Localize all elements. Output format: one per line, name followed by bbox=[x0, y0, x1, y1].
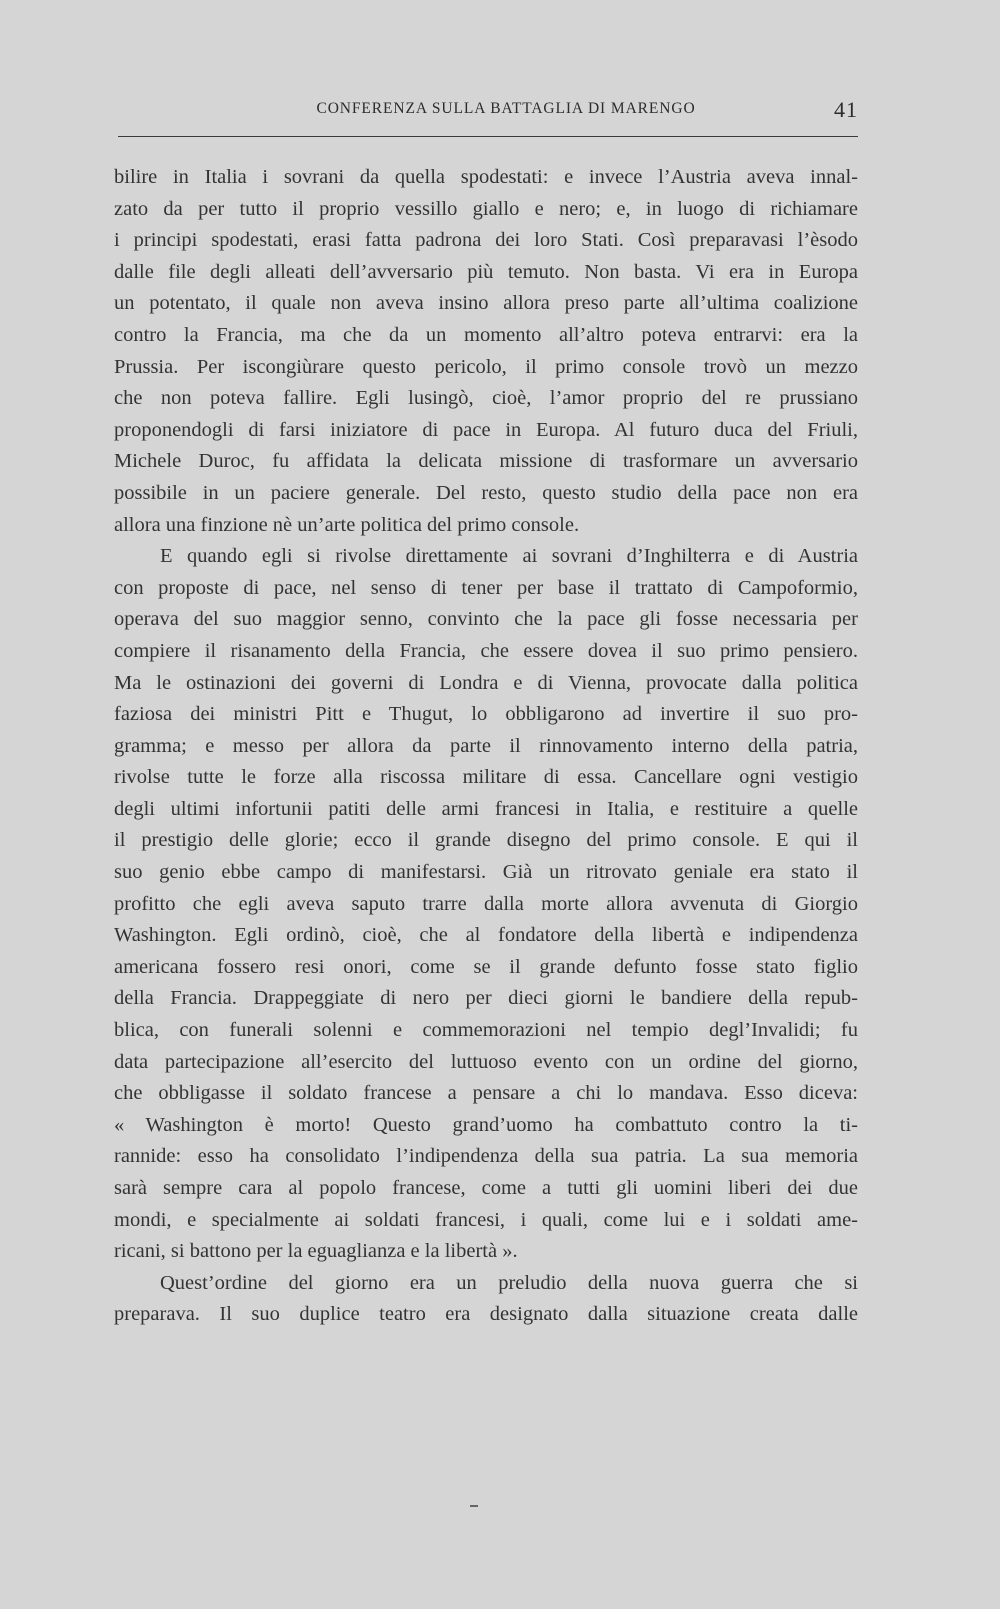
running-header bbox=[118, 97, 858, 127]
text-line: sarà sempre cara al popolo francese, come a tutti gli uomini liberi dei due bbox=[114, 1177, 858, 1199]
text-line: i principi spodestati, erasi fatta padrona dei loro Stati. Così preparavasi l’èsodo bbox=[114, 229, 858, 252]
text-line: Prussia. Per iscongiùrare questo pericolo, il primo console trovò un mezzo bbox=[114, 355, 858, 378]
text-line: con proposte di pace, nel senso di tener per base il trattato di Campoformio, bbox=[114, 576, 858, 599]
text-line: rivolse tutte le forze alla riscossa militare di essa. Cancellare ogni vestigio bbox=[114, 766, 858, 789]
text-line: proponendogli di farsi iniziatore di pace in Europa. Al futuro duca del Friuli, bbox=[114, 418, 858, 441]
text-line: americana fossero resi onori, come se il grande defunto fosse stato figlio bbox=[114, 955, 858, 978]
body-text bbox=[114, 162, 858, 1331]
header-rule bbox=[118, 136, 858, 137]
text-line: Michele Duroc, fu affidata la delicata missione di trasformare un avversario bbox=[114, 450, 858, 473]
print-blemish bbox=[470, 1505, 478, 1507]
text-line: gramma; e messo per allora da parte il rinnovamento interno della patria, bbox=[114, 734, 858, 757]
running-title: CONFERENZA SULLA BATTAGLIA DI MARENGO bbox=[316, 100, 696, 117]
text-line: data partecipazione all’esercito del luttuoso evento con un ordine del giorno, bbox=[114, 1050, 858, 1073]
page-number: 41 bbox=[834, 97, 858, 122]
text-line: « Washington è morto! Questo grand’uomo ha combattuto contro la ti- bbox=[114, 1113, 858, 1136]
text-line: E quando egli si rivolse direttamente ai sovrani d’Inghilterra e di Austria bbox=[160, 545, 858, 568]
text-line: bilire in Italia i sovrani da quella spodestati: e invece l’Austria aveva innal- bbox=[114, 166, 858, 188]
text-line: contro la Francia, ma che da un momento all’altro poteva entrarvi: era la bbox=[114, 323, 858, 346]
text-line: compiere il risanamento della Francia, che essere dovea il suo primo pensiero. bbox=[114, 639, 858, 662]
text-line: possibile in un paciere generale. Del resto, questo studio della pace non era bbox=[114, 481, 858, 504]
text-line: allora una finzione nè un’arte politica del primo console. bbox=[114, 513, 580, 536]
text-line: il prestigio delle glorie; ecco il grande disegno del primo console. E qui il bbox=[114, 829, 858, 852]
text-line: un potentato, il quale non aveva insino allora preso parte all’ultima coalizione bbox=[114, 292, 858, 315]
text-line: dalle file degli alleati dell’avversario più temuto. Non basta. Vi era in Europa bbox=[114, 260, 858, 283]
text-line: degli ultimi infortunii patiti delle armi francesi in Italia, e restituire a quelle bbox=[114, 797, 858, 820]
text-line: faziosa dei ministri Pitt e Thugut, lo obbligarono ad invertire il suo pro- bbox=[114, 703, 858, 726]
text-line: mondi, e specialmente ai soldati francesi, i quali, come lui e i soldati ame- bbox=[114, 1208, 858, 1231]
text-line: ricani, si battono per la eguaglianza e la libertà ». bbox=[114, 1240, 518, 1263]
text-line: preparava. Il suo duplice teatro era designato dalla situazione creata dalle bbox=[114, 1303, 858, 1326]
text-line: operava del suo maggior senno, convinto che la pace gli fosse necessaria per bbox=[114, 608, 858, 631]
text-line: suo genio ebbe campo di manifestarsi. Già un ritrovato geniale era stato il bbox=[114, 861, 858, 884]
text-line: Quest’ordine del giorno era un preludio della nuova guerra che si bbox=[160, 1271, 858, 1294]
text-line: rannide: esso ha consolidato l’indipendenza della sua patria. La sua memoria bbox=[114, 1145, 858, 1168]
text-line: profitto che egli aveva saputo trarre dalla morte allora avvenuta di Giorgio bbox=[114, 892, 858, 915]
text-line: zato da per tutto il proprio vessillo giallo e nero; e, in luogo di richiamare bbox=[114, 197, 858, 220]
text-line: che non poteva fallire. Egli lusingò, cioè, l’amor proprio del re prussiano bbox=[114, 387, 858, 410]
text-line: Ma le ostinazioni dei governi di Londra e di Vienna, provocate dalla politica bbox=[114, 671, 858, 694]
text-line: blica, con funerali solenni e commemorazioni nel tempio degl’Invalidi; fu bbox=[114, 1019, 858, 1042]
text-line: che obbligasse il soldato francese a pensare a chi lo mandava. Esso diceva: bbox=[114, 1082, 858, 1105]
text-line: Washington. Egli ordinò, cioè, che al fondatore della libertà e indipendenza bbox=[114, 924, 858, 947]
text-line: della Francia. Drappeggiate di nero per dieci giorni le bandiere della repub- bbox=[114, 987, 858, 1010]
